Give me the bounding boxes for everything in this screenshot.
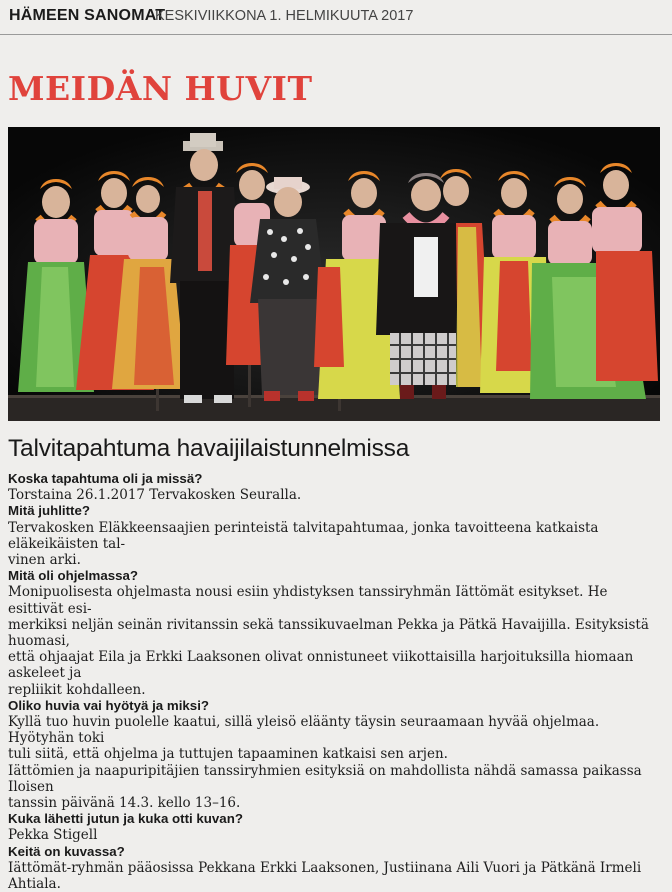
answer-line: tuli siitä, että ohjelma ja tuttujen tapaaminen katkaisi sen arjen. [8, 746, 448, 763]
answer-line: Pekka Stigell [8, 827, 98, 844]
issue-date: KESKIVIIKKONA 1. HELMIKUUTA 2017 [155, 8, 414, 24]
answer-line: Torstaina 26.1.2017 Tervakosken Seuralla. [8, 487, 302, 504]
answer-author-photographer [8, 827, 664, 843]
answer-line: vinen arki. [8, 552, 81, 569]
question-who-in-photo: Keitä on kuvassa? [8, 843, 125, 859]
answer-who-in-photo [8, 860, 664, 892]
answer-program [8, 584, 664, 697]
answer-line: Iättömien ja naapuripitäjien tanssiryhmien esityksiä on mahdollista nähdä samassa paikassa Iloisen [8, 762, 642, 795]
masthead [0, 0, 672, 35]
answer-what-celebrated [8, 520, 664, 569]
answer-line: Kyllä tuo huvin puolelle kaatui, sillä yleisö eläänty täysin seuraamaan hyvää ohjelmaa. Hyötyhän toki [8, 714, 600, 747]
answer-line: Tervakosken Eläkkeensaajien perinteistä talvitapahtumaa, jonka tavoitteena katkaista eläkeikäisten tal- [8, 519, 599, 552]
article-headline: Talvitapahtuma havaijilaistunnelmissa [8, 435, 410, 462]
question-what-celebrated: Mitä juhlitte? [8, 503, 90, 519]
answer-line: että ohjaajat Eila ja Erkki Laaksonen olivat onnistuneet viikottaisilla harjoituksilla hiomaan askeleet ja [8, 649, 634, 682]
question-program: Mitä oli ohjelmassa? [8, 568, 139, 584]
answer-when-where [8, 487, 664, 503]
answer-fun-or-benefit [8, 714, 664, 811]
paper-name: HÄMEEN SANOMAT [9, 7, 166, 24]
section-title: MEIDÄN HUVIT [8, 69, 313, 108]
answer-line: Monipuolisesta ohjelmasta nousi esiin yhdistyksen tanssiryhmän Iättömät esitykset. He esittivät esi- [8, 584, 608, 617]
question-fun-or-benefit: Oliko huvia vai hyötyä ja miksi? [8, 697, 210, 713]
photo-illustration [8, 127, 660, 421]
question-when-where: Koska tapahtuma oli ja missä? [8, 471, 203, 486]
question-author-photographer: Kuka lähetti jutun ja kuka otti kuvan? [8, 811, 243, 827]
answer-line: tanssin päivänä 14.3. kello 13–16. [8, 795, 241, 812]
answer-line: repliikit kohdalleen. [8, 681, 146, 698]
answer-line: Iättömät-ryhmän pääosissa Pekkana Erkki Laaksonen, Justiinana Aili Vuori ja Pätkänä Irmeli Ahtiala. [8, 859, 642, 892]
article-body [8, 471, 664, 892]
answer-line: merkiksi neljän seinän rivitanssin sekä tanssikuvaelman Pekka ja Pätkä Havaijilla. Esityksistä huomasi, [8, 616, 649, 650]
group-photo [8, 127, 660, 421]
